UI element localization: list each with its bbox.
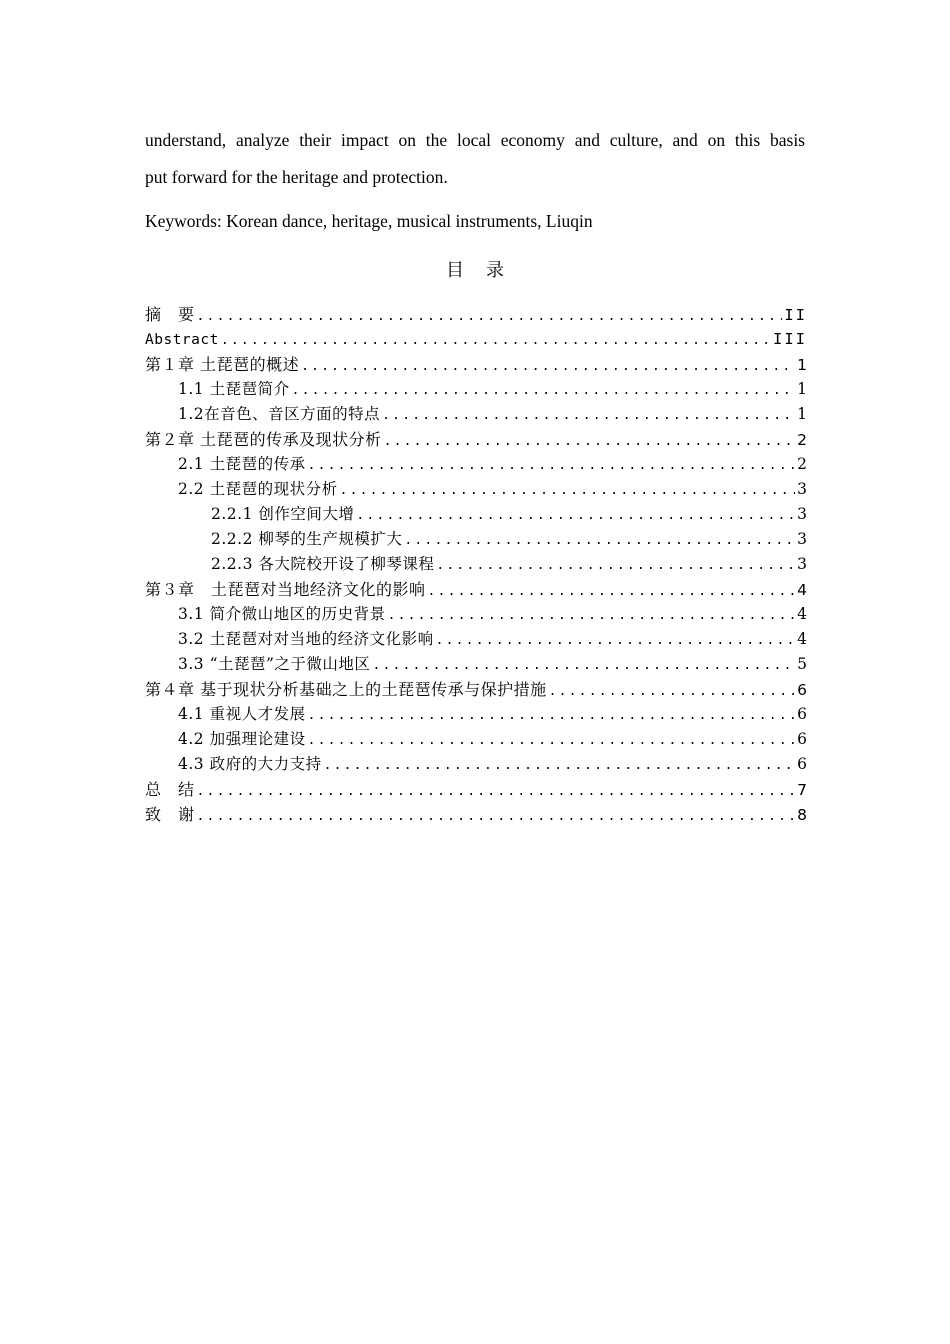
toc-leader-dots bbox=[402, 528, 795, 552]
toc-entry-chapter-4[interactable] bbox=[145, 677, 807, 702]
toc-entry-chapter-3[interactable] bbox=[145, 577, 807, 602]
toc-entry-section-1-1[interactable] bbox=[145, 377, 807, 402]
toc-leader-dots bbox=[306, 728, 796, 752]
toc-entry-section-2-2-1[interactable] bbox=[145, 502, 807, 527]
toc-entry-label: 3.3 “土琵琶”之于微山地区 bbox=[178, 655, 371, 673]
toc-entry-label: 2.2.3 各大院校开设了柳琴课程 bbox=[211, 555, 435, 573]
toc-page-number: 3 bbox=[797, 505, 807, 523]
toc-entry-label: 4.3 政府的大力支持 bbox=[178, 755, 322, 773]
toc-leader-dots bbox=[219, 328, 771, 352]
toc-page-number: 4 bbox=[797, 630, 807, 648]
toc-entry-label: 2.1 土琵琶的传承 bbox=[178, 455, 306, 473]
toc-leader-dots bbox=[426, 579, 796, 602]
toc-leader-dots bbox=[195, 804, 796, 827]
toc-leader-dots bbox=[386, 603, 796, 627]
toc-page-number: 8 bbox=[797, 806, 807, 824]
toc-leader-dots bbox=[434, 628, 796, 652]
toc-leader-dots bbox=[382, 429, 796, 452]
toc-leader-dots bbox=[322, 753, 796, 777]
toc-entry-label: 第１章 土琵琶的概述 bbox=[145, 355, 300, 374]
toc-entry-label: 4.1 重视人才发展 bbox=[178, 705, 306, 723]
toc-entry-label: 3.2 土琵琶对对当地的经济文化影响 bbox=[178, 630, 434, 648]
keywords-line: Keywords: Korean dance, heritage, musical instruments, Liuqin bbox=[145, 211, 593, 231]
toc-entry-section-3-1[interactable] bbox=[145, 602, 807, 627]
toc-page-number: 3 bbox=[797, 530, 807, 548]
toc-leader-dots bbox=[547, 679, 796, 702]
toc-page-number: III bbox=[773, 330, 807, 348]
toc-entry-label: 1.1 土琵琶简介 bbox=[178, 380, 290, 398]
toc-page-number: 3 bbox=[797, 480, 807, 498]
abstract-paragraph bbox=[145, 122, 805, 196]
toc-page-number: 6 bbox=[797, 730, 807, 748]
toc-entry-label: 1.2在音色、音区方面的特点 bbox=[178, 405, 381, 423]
toc-page-number: 2 bbox=[797, 431, 807, 449]
toc-entry-summary[interactable] bbox=[145, 777, 807, 802]
toc-entry-section-1-2[interactable] bbox=[145, 402, 807, 427]
toc-entry-section-2-2-3[interactable] bbox=[145, 552, 807, 577]
toc-page-number: 3 bbox=[797, 555, 807, 573]
toc-leader-dots bbox=[306, 703, 796, 727]
toc-entry-section-3-3[interactable] bbox=[145, 652, 807, 677]
toc-leader-dots bbox=[299, 354, 795, 377]
toc-entry-section-4-1[interactable] bbox=[145, 702, 807, 727]
toc-page-number: 1 bbox=[797, 380, 807, 398]
toc-entry-abstract-en[interactable] bbox=[145, 327, 807, 352]
table-of-contents bbox=[145, 302, 807, 827]
toc-leader-dots bbox=[195, 779, 796, 802]
toc-entry-label: 摘 要 bbox=[145, 305, 195, 324]
toc-entry-label: 致 谢 bbox=[145, 805, 195, 824]
toc-page-number: II bbox=[784, 306, 807, 324]
toc-entry-acknowledgements[interactable] bbox=[145, 802, 807, 827]
toc-entry-label: 第３章 土琵琶对当地经济文化的影响 bbox=[145, 580, 426, 599]
toc-leader-dots bbox=[338, 478, 796, 502]
toc-leader-dots bbox=[354, 503, 795, 527]
toc-entry-label: 4.2 加强理论建设 bbox=[178, 730, 306, 748]
toc-entry-section-4-2[interactable] bbox=[145, 727, 807, 752]
toc-entry-label: 2.2 土琵琶的现状分析 bbox=[178, 480, 338, 498]
toc-page-number: 6 bbox=[797, 705, 807, 723]
toc-page-number: 7 bbox=[797, 781, 807, 799]
toc-entry-section-4-3[interactable] bbox=[145, 752, 807, 777]
toc-page-number: 1 bbox=[797, 356, 807, 374]
toc-page-number: 2 bbox=[797, 455, 807, 473]
toc-page-number: 6 bbox=[797, 755, 807, 773]
toc-entry-label: 总 结 bbox=[145, 780, 195, 799]
toc-page-number: 5 bbox=[797, 655, 807, 673]
toc-leader-dots bbox=[306, 453, 796, 477]
toc-entry-section-2-2-2[interactable] bbox=[145, 527, 807, 552]
toc-page-number: 1 bbox=[797, 405, 807, 423]
toc-entry-label: 第２章 土琵琶的传承及现状分析 bbox=[145, 430, 382, 449]
abstract-line: understand, analyze their impact on the local economy and culture, and on this basis bbox=[145, 130, 805, 150]
toc-title: 目录 bbox=[446, 260, 526, 281]
toc-entry-section-2-1[interactable] bbox=[145, 452, 807, 477]
toc-entry-label: 3.1 简介微山地区的历史背景 bbox=[178, 605, 386, 623]
toc-page-number: 4 bbox=[797, 581, 807, 599]
toc-entry-section-2-2[interactable] bbox=[145, 477, 807, 502]
toc-entry-label: 2.2.1 创作空间大增 bbox=[211, 505, 355, 523]
toc-entry-label: 第４章 基于现状分析基础之上的土琵琶传承与保护措施 bbox=[145, 680, 547, 699]
toc-leader-dots bbox=[195, 304, 783, 327]
toc-entry-abstract-cn[interactable] bbox=[145, 302, 807, 327]
toc-entry-label: Abstract bbox=[145, 332, 219, 348]
toc-leader-dots bbox=[434, 553, 795, 577]
toc-entry-chapter-2[interactable] bbox=[145, 427, 807, 452]
toc-entry-section-3-2[interactable] bbox=[145, 627, 807, 652]
toc-leader-dots bbox=[380, 403, 795, 427]
toc-entry-label: 2.2.2 柳琴的生产规模扩大 bbox=[211, 530, 403, 548]
toc-leader-dots bbox=[370, 653, 795, 677]
toc-page-number: 4 bbox=[797, 605, 807, 623]
toc-leader-dots bbox=[290, 378, 796, 402]
toc-page-number: 6 bbox=[797, 681, 807, 699]
toc-entry-chapter-1[interactable] bbox=[145, 352, 807, 377]
abstract-line: put forward for the heritage and protection. bbox=[145, 167, 448, 187]
